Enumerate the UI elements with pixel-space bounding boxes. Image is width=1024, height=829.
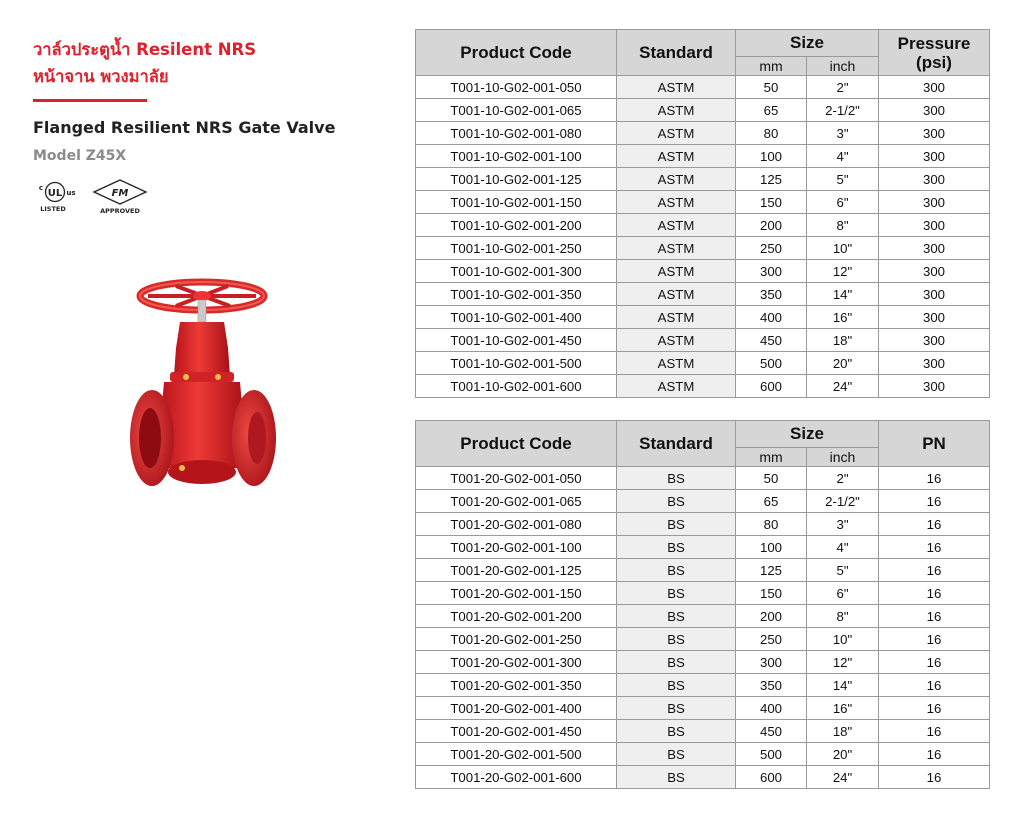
size-mm-cell: 300: [736, 260, 807, 283]
rating-cell: 300: [879, 283, 990, 306]
standard-cell: ASTM: [617, 306, 736, 329]
size-inch-cell: 10": [807, 237, 879, 260]
product-code-cell: T001-10-G02-001-300: [416, 260, 617, 283]
rating-cell: 300: [879, 329, 990, 352]
rating-cell: 16: [879, 628, 990, 651]
size-inch-cell: 3": [807, 513, 879, 536]
standard-cell: BS: [617, 605, 736, 628]
size-inch-cell: 2": [807, 467, 879, 490]
size-inch-cell: 18": [807, 329, 879, 352]
ul-mark-text: UL: [47, 188, 63, 199]
product-code-cell: T001-10-G02-001-100: [416, 145, 617, 168]
rating-cell: 300: [879, 145, 990, 168]
gate-valve-icon: [126, 278, 278, 528]
rating-cell: 16: [879, 605, 990, 628]
thai-title: [33, 36, 393, 90]
table-row: [416, 306, 990, 329]
rating-cell: 16: [879, 536, 990, 559]
table-row: [416, 743, 990, 766]
model-number: Model Z45X: [33, 148, 127, 164]
col-header-mm: mm: [736, 57, 807, 76]
product-code-cell: T001-20-G02-001-050: [416, 467, 617, 490]
standard-cell: BS: [617, 490, 736, 513]
table-row: [416, 582, 990, 605]
product-code-cell: T001-20-G02-001-600: [416, 766, 617, 789]
rating-cell: 16: [879, 651, 990, 674]
table-row: [416, 122, 990, 145]
col-header-mm: mm: [736, 448, 807, 467]
standard-cell: ASTM: [617, 375, 736, 398]
product-code-cell: T001-10-G02-001-250: [416, 237, 617, 260]
col-header-pn: PN: [879, 421, 990, 467]
table-row: [416, 766, 990, 789]
col-header-product-code: Product Code: [416, 421, 617, 467]
standard-cell: BS: [617, 582, 736, 605]
rating-cell: 300: [879, 99, 990, 122]
product-code-cell: T001-20-G02-001-350: [416, 674, 617, 697]
size-mm-cell: 100: [736, 536, 807, 559]
standard-cell: BS: [617, 513, 736, 536]
product-code-cell: T001-20-G02-001-250: [416, 628, 617, 651]
col-header-product-code: Product Code: [416, 30, 617, 76]
rating-cell: 16: [879, 720, 990, 743]
product-code-cell: T001-20-G02-001-065: [416, 490, 617, 513]
product-code-cell: T001-20-G02-001-300: [416, 651, 617, 674]
standard-cell: BS: [617, 674, 736, 697]
ul-c-text: c: [38, 184, 44, 192]
standard-cell: BS: [617, 766, 736, 789]
product-code-cell: T001-10-G02-001-450: [416, 329, 617, 352]
standard-cell: ASTM: [617, 99, 736, 122]
rating-cell: 16: [879, 766, 990, 789]
size-mm-cell: 80: [736, 122, 807, 145]
rating-cell: 300: [879, 214, 990, 237]
rating-cell: 16: [879, 582, 990, 605]
col-header-inch: inch: [807, 448, 879, 467]
size-mm-cell: 500: [736, 352, 807, 375]
table-row: [416, 697, 990, 720]
size-inch-cell: 24": [807, 766, 879, 789]
size-mm-cell: 100: [736, 145, 807, 168]
size-inch-cell: 4": [807, 145, 879, 168]
standard-cell: ASTM: [617, 145, 736, 168]
standard-cell: BS: [617, 467, 736, 490]
standard-cell: BS: [617, 559, 736, 582]
size-mm-cell: 350: [736, 674, 807, 697]
size-inch-cell: 4": [807, 536, 879, 559]
thai-title-line-2: หน้าจาน พวงมาลัย: [33, 67, 169, 86]
size-mm-cell: 125: [736, 168, 807, 191]
size-inch-cell: 8": [807, 214, 879, 237]
size-inch-cell: 16": [807, 697, 879, 720]
size-mm-cell: 600: [736, 766, 807, 789]
rating-cell: 300: [879, 260, 990, 283]
size-inch-cell: 2-1/2": [807, 490, 879, 513]
product-code-cell: T001-10-G02-001-350: [416, 283, 617, 306]
size-mm-cell: 50: [736, 76, 807, 99]
standard-cell: ASTM: [617, 191, 736, 214]
size-inch-cell: 5": [807, 168, 879, 191]
col-header-inch: inch: [807, 57, 879, 76]
product-code-cell: T001-20-G02-001-125: [416, 559, 617, 582]
product-name: Flanged Resilient NRS Gate Valve: [33, 118, 336, 137]
size-mm-cell: 350: [736, 283, 807, 306]
standard-cell: BS: [617, 628, 736, 651]
size-inch-cell: 6": [807, 191, 879, 214]
product-code-cell: T001-20-G02-001-400: [416, 697, 617, 720]
table-row: [416, 76, 990, 99]
table-row: [416, 651, 990, 674]
size-mm-cell: 250: [736, 628, 807, 651]
standard-cell: ASTM: [617, 122, 736, 145]
size-mm-cell: 300: [736, 651, 807, 674]
size-mm-cell: 150: [736, 191, 807, 214]
size-inch-cell: 2-1/2": [807, 99, 879, 122]
standard-cell: ASTM: [617, 352, 736, 375]
pressure-unit: (psi): [916, 52, 952, 72]
table-row: [416, 628, 990, 651]
table-row: [416, 490, 990, 513]
ul-us-text: us: [66, 189, 76, 197]
standard-cell: BS: [617, 697, 736, 720]
size-inch-cell: 8": [807, 605, 879, 628]
table-row: [416, 536, 990, 559]
product-code-cell: T001-10-G02-001-500: [416, 352, 617, 375]
product-code-cell: T001-20-G02-001-080: [416, 513, 617, 536]
table-row: [416, 352, 990, 375]
astm-table-body: [416, 76, 990, 398]
size-mm-cell: 250: [736, 237, 807, 260]
product-code-cell: T001-10-G02-001-200: [416, 214, 617, 237]
standard-cell: BS: [617, 743, 736, 766]
rating-cell: 16: [879, 559, 990, 582]
table-row: [416, 145, 990, 168]
product-code-cell: T001-10-G02-001-400: [416, 306, 617, 329]
pressure-label: Pressure: [897, 33, 971, 53]
product-code-cell: T001-20-G02-001-450: [416, 720, 617, 743]
size-mm-cell: 65: [736, 490, 807, 513]
size-inch-cell: 6": [807, 582, 879, 605]
rating-cell: 16: [879, 467, 990, 490]
size-mm-cell: 500: [736, 743, 807, 766]
title-divider: [33, 99, 147, 102]
size-mm-cell: 400: [736, 306, 807, 329]
table-row: [416, 260, 990, 283]
size-inch-cell: 16": [807, 306, 879, 329]
size-mm-cell: 600: [736, 375, 807, 398]
standard-cell: ASTM: [617, 283, 736, 306]
rating-cell: 16: [879, 674, 990, 697]
product-code-cell: T001-10-G02-001-080: [416, 122, 617, 145]
product-code-cell: T001-20-G02-001-200: [416, 605, 617, 628]
product-code-cell: T001-10-G02-001-050: [416, 76, 617, 99]
size-inch-cell: 3": [807, 122, 879, 145]
size-mm-cell: 400: [736, 697, 807, 720]
size-inch-cell: 2": [807, 76, 879, 99]
rating-cell: 300: [879, 306, 990, 329]
rating-cell: 300: [879, 352, 990, 375]
col-header-size: Size: [736, 421, 879, 448]
bs-spec-table: [415, 420, 990, 789]
product-code-cell: T001-20-G02-001-100: [416, 536, 617, 559]
table-row: [416, 237, 990, 260]
rating-cell: 300: [879, 168, 990, 191]
standard-cell: ASTM: [617, 76, 736, 99]
size-inch-cell: 14": [807, 674, 879, 697]
size-inch-cell: 20": [807, 352, 879, 375]
standard-cell: ASTM: [617, 214, 736, 237]
rating-cell: 300: [879, 191, 990, 214]
product-code-cell: T001-20-G02-001-500: [416, 743, 617, 766]
size-mm-cell: 450: [736, 329, 807, 352]
standard-cell: BS: [617, 651, 736, 674]
product-code-cell: T001-20-G02-001-150: [416, 582, 617, 605]
product-code-cell: T001-10-G02-001-150: [416, 191, 617, 214]
table-row: [416, 674, 990, 697]
size-inch-cell: 20": [807, 743, 879, 766]
size-inch-cell: 12": [807, 260, 879, 283]
size-inch-cell: 14": [807, 283, 879, 306]
table-row: [416, 214, 990, 237]
standard-cell: BS: [617, 720, 736, 743]
product-code-cell: T001-10-G02-001-065: [416, 99, 617, 122]
size-mm-cell: 50: [736, 467, 807, 490]
col-header-standard: Standard: [617, 30, 736, 76]
size-mm-cell: 450: [736, 720, 807, 743]
table-row: [416, 191, 990, 214]
size-mm-cell: 65: [736, 99, 807, 122]
standard-cell: ASTM: [617, 329, 736, 352]
thai-title-line-1: วาล์วประตูน้ำ Resilent NRS: [33, 40, 257, 59]
rating-cell: 16: [879, 743, 990, 766]
table-row: [416, 467, 990, 490]
col-header-pressure: [879, 30, 990, 76]
size-mm-cell: 200: [736, 605, 807, 628]
size-inch-cell: 24": [807, 375, 879, 398]
size-mm-cell: 150: [736, 582, 807, 605]
col-header-standard: Standard: [617, 421, 736, 467]
table-row: [416, 513, 990, 536]
ul-caption: LISTED: [40, 205, 66, 213]
rating-cell: 16: [879, 490, 990, 513]
ul-listed-logo: [33, 180, 83, 214]
product-code-cell: T001-10-G02-001-125: [416, 168, 617, 191]
table-row: [416, 375, 990, 398]
rating-cell: 300: [879, 375, 990, 398]
table-row: [416, 283, 990, 306]
product-code-cell: T001-10-G02-001-600: [416, 375, 617, 398]
rating-cell: 300: [879, 237, 990, 260]
size-mm-cell: 200: [736, 214, 807, 237]
table-row: [416, 329, 990, 352]
standard-cell: ASTM: [617, 168, 736, 191]
table-row: [416, 720, 990, 743]
col-header-size: Size: [736, 30, 879, 57]
fm-mark-text: FM: [111, 188, 129, 199]
astm-spec-table: [415, 29, 990, 398]
table-row: [416, 99, 990, 122]
bs-table-body: [416, 467, 990, 789]
fm-approved-logo: [90, 178, 150, 216]
rating-cell: 300: [879, 76, 990, 99]
standard-cell: ASTM: [617, 260, 736, 283]
rating-cell: 16: [879, 697, 990, 720]
rating-cell: 300: [879, 122, 990, 145]
size-inch-cell: 10": [807, 628, 879, 651]
table-row: [416, 605, 990, 628]
size-inch-cell: 5": [807, 559, 879, 582]
table-row: [416, 168, 990, 191]
size-inch-cell: 12": [807, 651, 879, 674]
size-mm-cell: 125: [736, 559, 807, 582]
rating-cell: 16: [879, 513, 990, 536]
fm-caption: APPROVED: [100, 207, 140, 215]
table-row: [416, 559, 990, 582]
size-inch-cell: 18": [807, 720, 879, 743]
size-mm-cell: 80: [736, 513, 807, 536]
standard-cell: ASTM: [617, 237, 736, 260]
standard-cell: BS: [617, 536, 736, 559]
